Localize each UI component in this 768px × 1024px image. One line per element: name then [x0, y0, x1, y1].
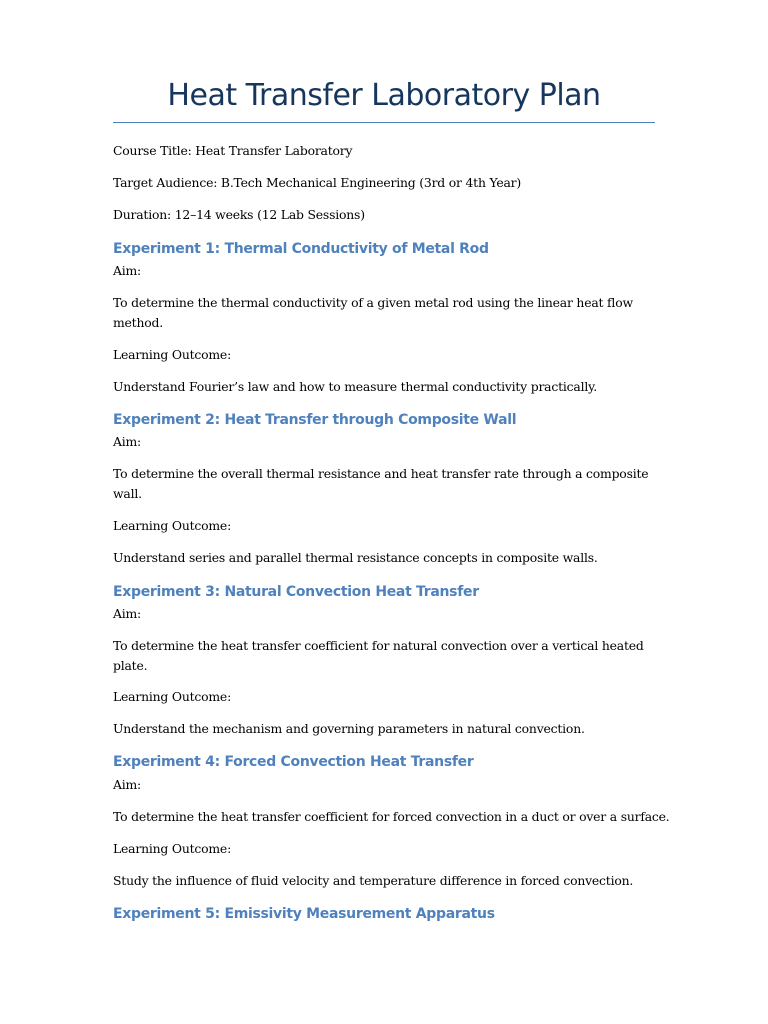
experiment-3-outcome-label: Learning Outcome:	[113, 689, 232, 704]
experiment-1-outcome: Understand Fourier’s law and how to measure thermal conductivity practically.	[113, 379, 597, 394]
page-title: Heat Transfer Laboratory Plan	[167, 78, 601, 113]
experiment-4-outcome: Study the influence of fluid velocity and temperature difference in forced convection.	[113, 873, 634, 888]
experiment-3-heading: Experiment 3: Natural Convection Heat Transfer	[113, 584, 479, 600]
experiment-3-aim: To determine the heat transfer coefficient for natural convection over a vertical heated plate.	[113, 638, 644, 673]
experiment-3-aim-label: Aim:	[113, 606, 142, 621]
experiment-4-outcome-label: Learning Outcome:	[113, 841, 232, 856]
experiment-2-heading: Experiment 2: Heat Transfer through Composite Wall	[113, 412, 517, 428]
target-audience: Target Audience: B.Tech Mechanical Engineering (3rd or 4th Year)	[113, 175, 522, 190]
experiment-4-heading: Experiment 4: Forced Convection Heat Transfer	[113, 754, 474, 770]
experiment-1-outcome-label: Learning Outcome:	[113, 347, 232, 362]
experiment-3-outcome: Understand the mechanism and governing parameters in natural convection.	[113, 721, 585, 736]
duration: Duration: 12–14 weeks (12 Lab Sessions)	[113, 207, 365, 222]
experiment-5-heading: Experiment 5: Emissivity Measurement Apparatus	[113, 906, 495, 922]
experiment-1-aim-label: Aim:	[113, 263, 142, 278]
experiment-2-outcome-label: Learning Outcome:	[113, 518, 232, 533]
course-title: Course Title: Heat Transfer Laboratory	[113, 143, 353, 158]
experiment-2-aim: To determine the overall thermal resistance and heat transfer rate through a composite wall.	[113, 466, 649, 501]
experiment-1-heading: Experiment 1: Thermal Conductivity of Metal Rod	[113, 241, 489, 257]
experiment-2-outcome: Understand series and parallel thermal resistance concepts in composite walls.	[113, 550, 598, 565]
experiment-4-aim: To determine the heat transfer coefficient for forced convection in a duct or over a surface.	[113, 809, 670, 824]
experiment-4-aim-label: Aim:	[113, 777, 142, 792]
experiment-1-aim: To determine the thermal conductivity of a given metal rod using the linear heat flow method.	[113, 295, 633, 330]
title-divider	[113, 122, 655, 123]
experiment-2-aim-label: Aim:	[113, 434, 142, 449]
